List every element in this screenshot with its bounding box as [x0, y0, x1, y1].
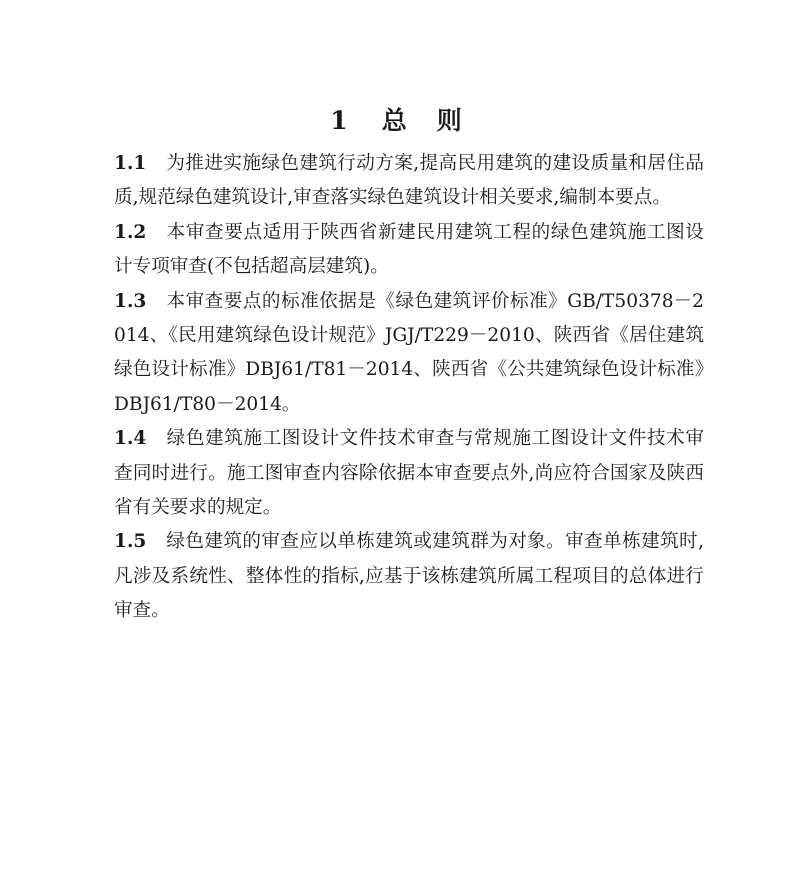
clause-text: 本审查要点的标准依据是《绿色建筑评价标准》GB/T50378－2014、《民用建筑绿色设计规范》JGJ/T229－2010、陕西省《居住建筑绿色设计标准》DBJ61/T81－2014、陕西省《公共建筑绿色设计标准》DBJ61/T80－2014。: [114, 290, 704, 415]
clause-1-1: [114, 147, 704, 216]
clause-number: 1.4: [114, 428, 147, 450]
clause-1-4: [114, 422, 704, 525]
clause-number: 1.1: [114, 153, 147, 174]
chapter-number: 1: [330, 105, 348, 135]
chapter-body: [114, 147, 704, 629]
clause-1-2: [114, 216, 704, 285]
clause-1-5: [114, 525, 704, 628]
clause-text: 为推进实施绿色建筑行动方案,提高民用建筑的建设质量和居住品质,规范绿色建筑设计,审查落实绿色建筑设计相关要求,编制本要点。: [114, 153, 704, 209]
chapter-title-char-1: 总: [381, 105, 407, 135]
chapter-title-char-2: 则: [436, 105, 462, 135]
chapter-title: [0, 101, 792, 137]
clause-text: 绿色建筑施工图设计文件技术审查与常规施工图设计文件技术审查同时进行。施工图审查内容除依据本审查要点外,尚应符合国家及陕西省有关要求的规定。: [114, 428, 704, 519]
clause-text: 绿色建筑的审查应以单栋建筑或建筑群为对象。审查单栋建筑时,凡涉及系统性、整体性的指标,应基于该栋建筑所属工程项目的总体进行审查。: [114, 531, 704, 622]
clause-text: 本审查要点适用于陕西省新建民用建筑工程的绿色建筑施工图设计专项审查(不包括超高层建筑)。: [114, 221, 704, 278]
clause-1-3: [114, 285, 704, 423]
clause-number: 1.5: [114, 531, 147, 553]
clause-number: 1.2: [114, 221, 147, 243]
clause-number: 1.3: [114, 290, 147, 312]
